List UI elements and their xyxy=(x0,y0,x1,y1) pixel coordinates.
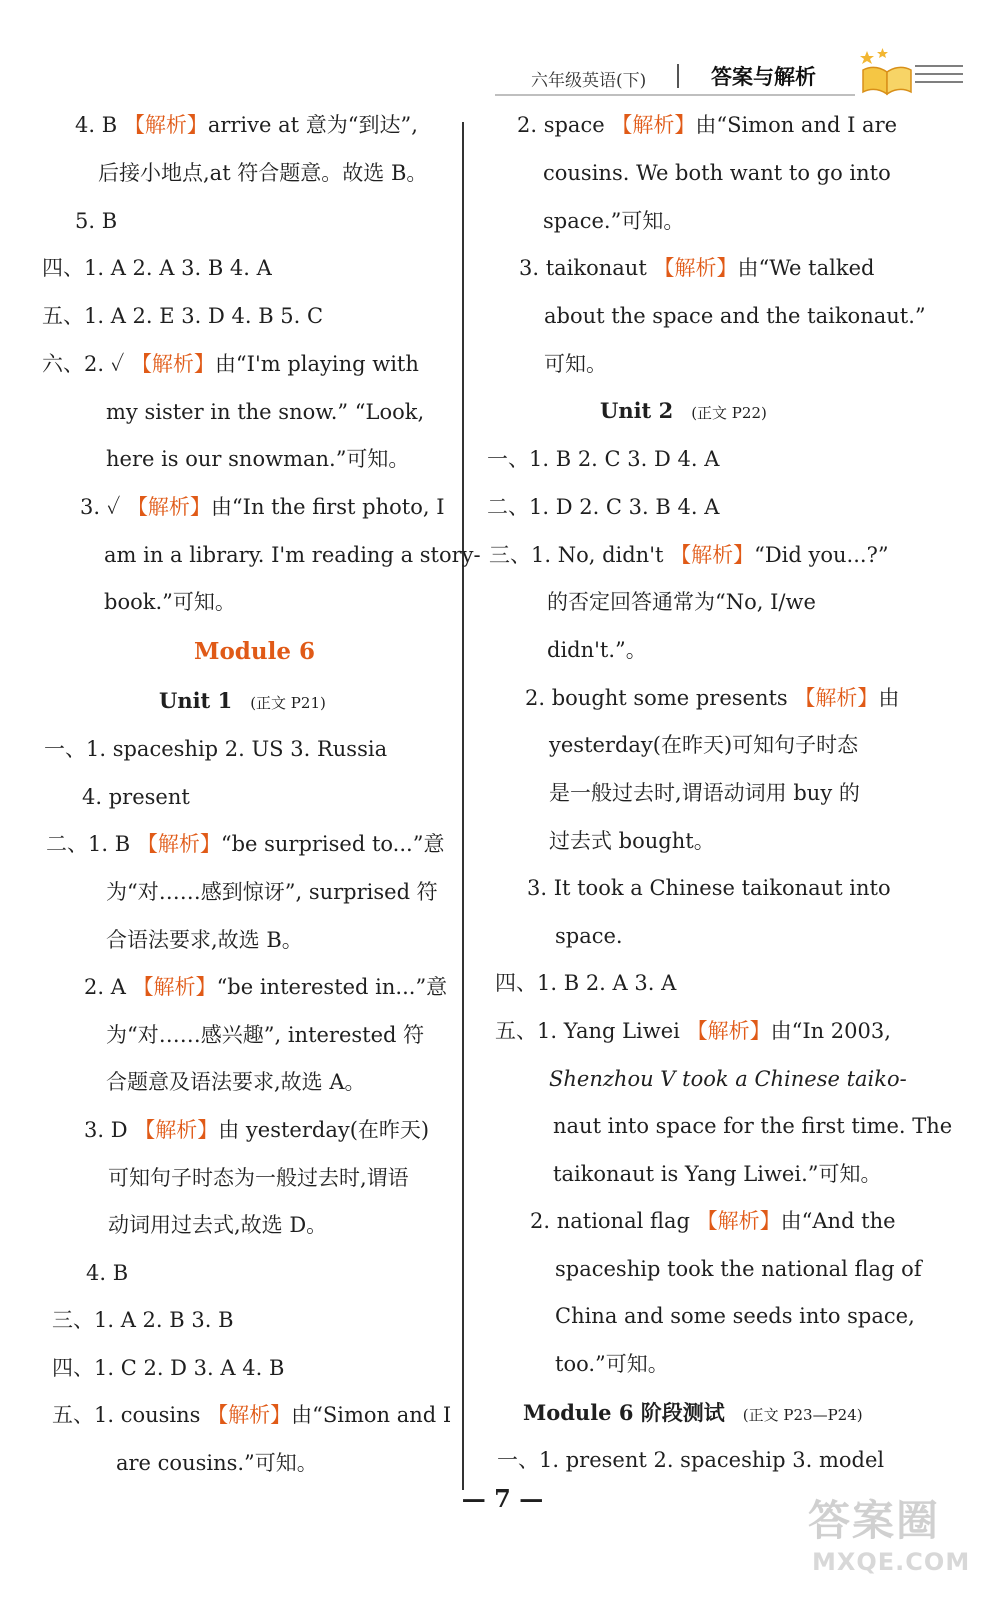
test-title: Module 6 阶段测试 xyxy=(523,1400,725,1425)
answer-line: cousins. We both want to go into xyxy=(543,161,891,185)
header-subject: 六年级英语(下) xyxy=(531,71,647,91)
answer-line: naut into space for the first time. The xyxy=(553,1114,953,1138)
answer-line: am in a library. I'm reading a story- xyxy=(104,543,481,567)
analysis-tag: 【解析】 xyxy=(696,1209,781,1233)
analysis-tag: 【解析】 xyxy=(134,1118,219,1142)
answer-line: 2. space 【解析】由“Simon and I are xyxy=(517,113,898,137)
module-title: Module 6 xyxy=(194,638,315,665)
answer-line: 可知句子时态为一般过去时,谓语 xyxy=(108,1166,409,1190)
header-section-title: 答案与解析 xyxy=(711,65,816,89)
answer-line: 可知。 xyxy=(544,352,607,376)
answer-line: 4. present xyxy=(82,785,190,809)
answer-line: are cousins.”可知。 xyxy=(116,1451,318,1475)
page-number: — 7 — xyxy=(461,1484,544,1513)
answer-line: 是一般过去时,谓语动词用 buy 的 xyxy=(549,781,860,805)
answer-line: yesterday(在昨天)可知句子时态 xyxy=(549,733,859,757)
analysis-tag: 【解析】 xyxy=(130,352,215,376)
answer-line: 2. national flag 【解析】由“And the xyxy=(530,1209,896,1233)
answer-line: 四、1. C 2. D 3. A 4. B xyxy=(52,1356,285,1380)
watermark-logo: 答案圈 MXQE.COM xyxy=(808,1496,971,1576)
page-reference: (正文 P23—P24) xyxy=(742,1406,863,1424)
answer-line: 动词用过去式,故选 D。 xyxy=(108,1213,328,1237)
answer-line: 三、1. No, didn't 【解析】“Did you...?” xyxy=(489,543,889,567)
answer-line: 3. taikonaut 【解析】由“We talked xyxy=(519,256,875,280)
answer-line: didn't.”。 xyxy=(547,638,647,662)
analysis-tag: 【解析】 xyxy=(653,256,738,280)
answer-line: 一、1. spaceship 2. US 3. Russia xyxy=(44,737,388,761)
answer-line: 5. B xyxy=(75,209,118,233)
analysis-tag: 【解析】 xyxy=(123,113,208,137)
answer-line: 二、1. B 【解析】“be surprised to...”意 xyxy=(46,832,445,856)
analysis-tag: 【解析】 xyxy=(611,113,696,137)
answer-line: 2. A 【解析】“be interested in...”意 xyxy=(84,975,448,999)
answer-line: space. xyxy=(555,924,623,948)
answer-line: 4. B 【解析】arrive at 意为“到达”, xyxy=(75,113,418,137)
answer-line: space.”可知。 xyxy=(543,209,685,233)
answer-line: China and some seeds into space, xyxy=(555,1304,915,1328)
answer-line: 2. bought some presents 【解析】由 xyxy=(525,686,900,710)
unit-title: Unit 2 xyxy=(600,398,674,423)
column-divider xyxy=(462,122,464,1490)
answer-line: 五、1. A 2. E 3. D 4. B 5. C xyxy=(42,304,324,328)
answer-line: 3. D 【解析】由 yesterday(在昨天) xyxy=(84,1118,430,1142)
answer-line: 一、1. B 2. C 3. D 4. A xyxy=(487,447,720,471)
answer-line: about the space and the taikonaut.” xyxy=(544,304,926,328)
unit-heading xyxy=(159,686,326,718)
answer-line: 为“对……感兴趣”, interested 符 xyxy=(106,1023,425,1047)
answer-line: 四、1. A 2. A 3. B 4. A xyxy=(42,256,272,280)
answer-line: 3. ✓ 【解析】由“In the first photo, I xyxy=(80,495,445,519)
analysis-tag: 【解析】 xyxy=(136,832,221,856)
analysis-tag: 【解析】 xyxy=(686,1019,771,1043)
answer-line: Shenzhou V took a Chinese taiko- xyxy=(549,1067,907,1091)
answer-line: too.”可知。 xyxy=(555,1352,669,1376)
answer-line: 合题意及语法要求,故选 A。 xyxy=(106,1070,366,1094)
answer-line: my sister in the snow.” “Look, xyxy=(106,400,425,424)
open-book-icon xyxy=(855,48,965,100)
test-heading xyxy=(523,1398,863,1430)
header-rule xyxy=(495,94,855,96)
unit-title: Unit 1 xyxy=(159,688,233,713)
answer-line: 3. It took a Chinese taikonaut into xyxy=(527,876,891,900)
answer-line: 三、1. A 2. B 3. B xyxy=(52,1308,234,1332)
answer-line: 合语法要求,故选 B。 xyxy=(106,928,303,952)
page-header xyxy=(495,58,965,98)
answer-line: 二、1. D 2. C 3. B 4. A xyxy=(487,495,720,519)
answer-line: 后接小地点,at 符合题意。故选 B。 xyxy=(98,161,428,185)
answer-line: 五、1. cousins 【解析】由“Simon and I xyxy=(52,1403,452,1427)
page-reference: (正文 P21) xyxy=(250,694,326,712)
answer-line: here is our snowman.”可知。 xyxy=(106,447,410,471)
analysis-tag: 【解析】 xyxy=(126,495,211,519)
answer-line: 六、2. ✓ 【解析】由“I'm playing with xyxy=(42,352,419,376)
answer-line: 4. B xyxy=(86,1261,129,1285)
analysis-tag: 【解析】 xyxy=(794,686,879,710)
header-divider xyxy=(677,64,679,88)
answer-line: 一、1. present 2. spaceship 3. model xyxy=(497,1448,885,1472)
answer-line: book.”可知。 xyxy=(104,590,236,614)
answer-line: 的否定回答通常为“No, I/we xyxy=(547,590,816,614)
analysis-tag: 【解析】 xyxy=(207,1403,292,1427)
answer-line: spaceship took the national flag of xyxy=(555,1257,922,1281)
unit-heading xyxy=(600,396,767,428)
answer-line: 五、1. Yang Liwei 【解析】由“In 2003, xyxy=(495,1019,891,1043)
answer-line: 过去式 bought。 xyxy=(549,829,715,853)
analysis-tag: 【解析】 xyxy=(670,543,755,567)
answer-line: 四、1. B 2. A 3. A xyxy=(495,971,677,995)
analysis-tag: 【解析】 xyxy=(132,975,217,999)
answer-line: 为“对……感到惊讶”, surprised 符 xyxy=(106,880,438,904)
answer-line: taikonaut is Yang Liwei.”可知。 xyxy=(553,1162,882,1186)
page-reference: (正文 P22) xyxy=(691,404,767,422)
